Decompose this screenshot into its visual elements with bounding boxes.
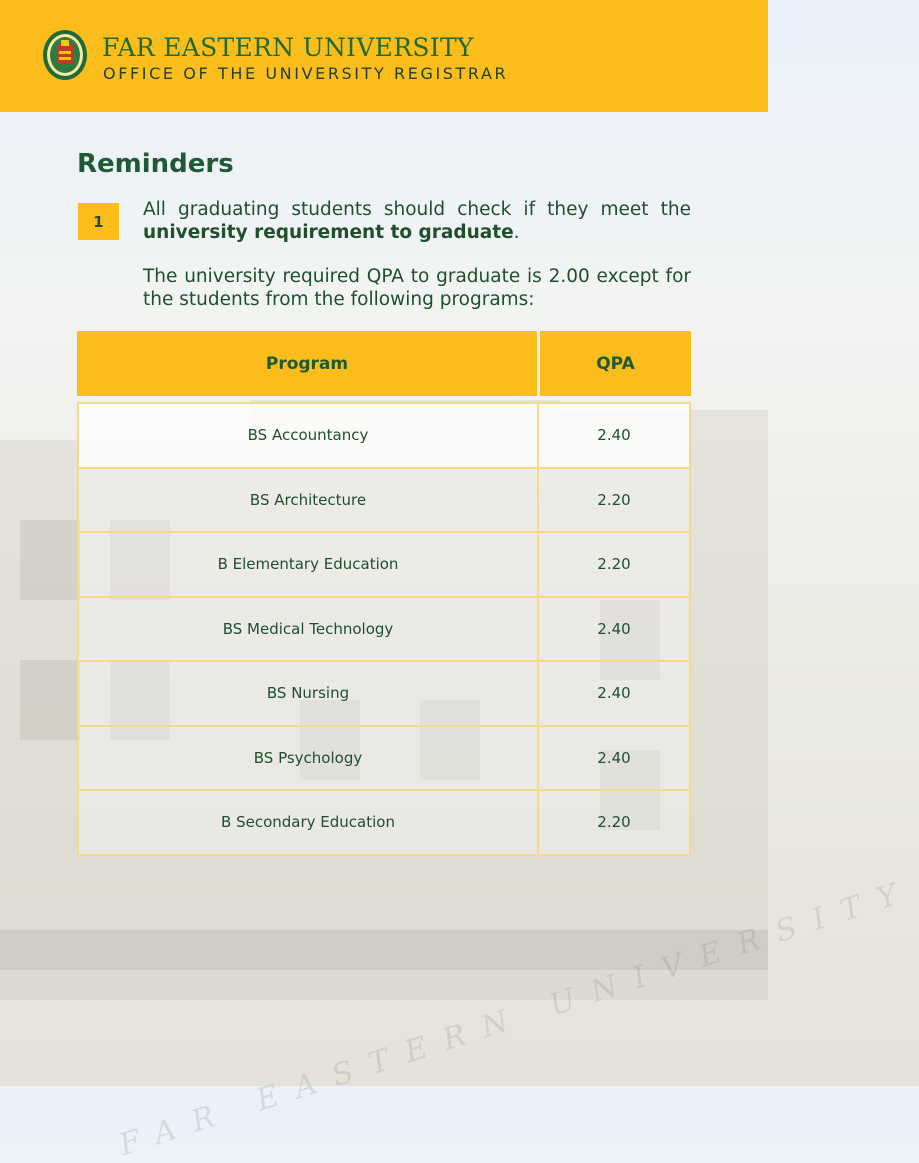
reminder-paragraph-1: [143, 198, 691, 244]
paragraph-1-end: .: [513, 222, 520, 243]
header-banner: [0, 0, 768, 112]
header-qpa: QPA: [540, 331, 691, 396]
program-cell: BS Medical Technology: [79, 598, 539, 661]
table-row: [79, 662, 689, 727]
qpa-cell: 2.40: [597, 684, 631, 703]
reminder-paragraph-2: The university required QPA to graduate is 2.00 except for the students from the following programs:: [143, 266, 691, 310]
university-name: FAR EASTERN UNIVERSITY: [102, 33, 474, 62]
table-row: [79, 404, 689, 469]
table-row: [79, 533, 689, 598]
paragraph-1-text: All graduating students should check if they meet the: [143, 199, 691, 220]
program-cell: B Elementary Education: [79, 533, 539, 596]
reminder-number-badge: 1: [78, 203, 119, 240]
program-cell: BS Architecture: [79, 469, 539, 532]
qpa-table: [77, 331, 691, 856]
reminders-title: Reminders: [77, 149, 234, 179]
table-row: [79, 727, 689, 792]
program-cell: BS Nursing: [79, 662, 539, 725]
table-header: [77, 331, 691, 396]
qpa-cell: 2.40: [597, 619, 631, 638]
qpa-cell: 2.40: [597, 748, 631, 767]
qpa-cell: 2.20: [597, 490, 631, 509]
table-row: [79, 791, 689, 854]
table-body: [77, 402, 691, 856]
header-program: Program: [77, 331, 537, 396]
paragraph-1-bold: university requirement to graduate: [143, 222, 514, 243]
office-name: OFFICE OF THE UNIVERSITY REGISTRAR: [103, 64, 509, 83]
table-row: [79, 469, 689, 534]
feu-seal-icon: [42, 29, 88, 81]
qpa-cell: 2.20: [597, 555, 631, 574]
table-row: [79, 598, 689, 663]
qpa-cell: 2.40: [597, 426, 631, 445]
program-cell: B Secondary Education: [79, 791, 539, 854]
program-cell: BS Accountancy: [79, 404, 539, 467]
qpa-cell: 2.20: [597, 813, 631, 832]
watermark-text: FAR EASTERN UNIVERSITY: [115, 871, 919, 1163]
program-cell: BS Psychology: [79, 727, 539, 790]
